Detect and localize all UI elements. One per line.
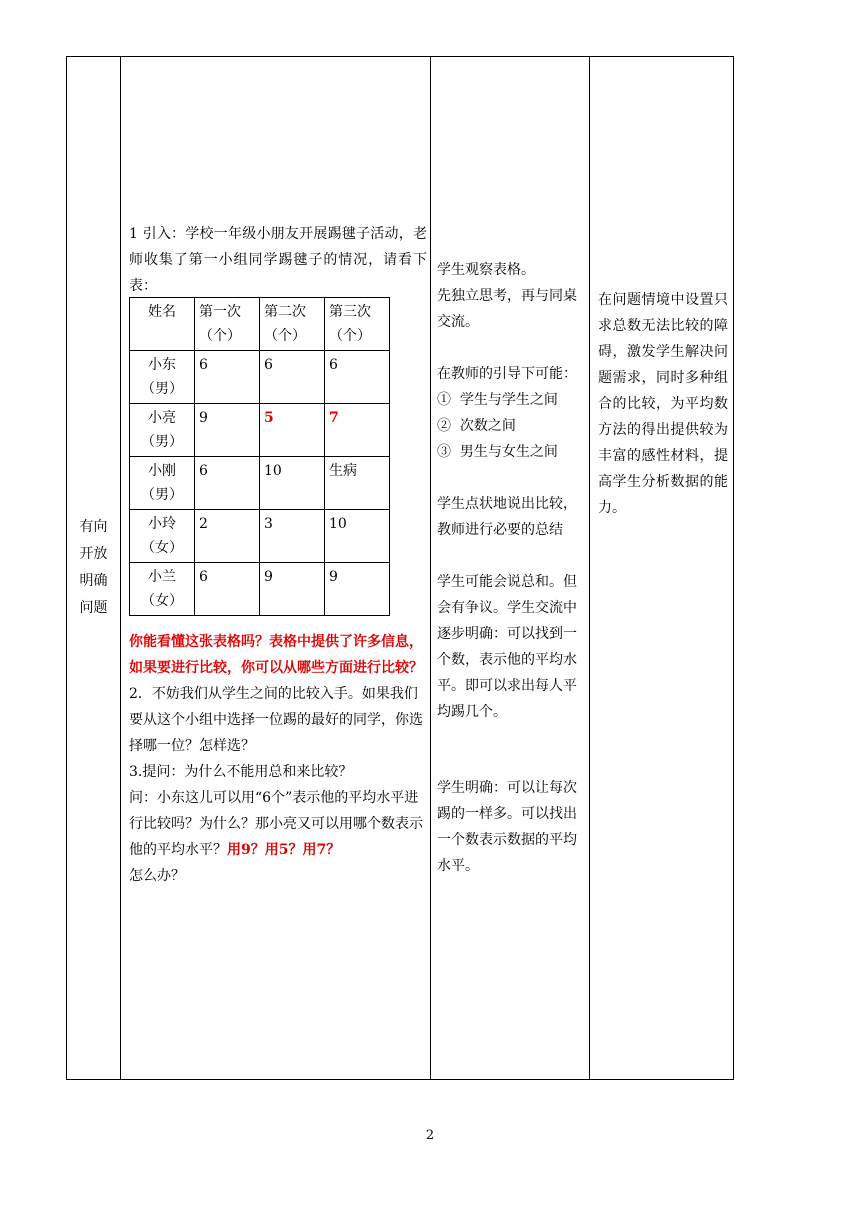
table-header: 姓名 [130, 298, 195, 351]
option-mark: ② [437, 418, 451, 434]
table-header: 第一次（个） [195, 298, 260, 351]
table-cell: 生病 [325, 457, 390, 510]
teacher-activity-column [121, 57, 431, 1079]
shuttlecock-table [129, 297, 390, 616]
page-number: 2 [425, 1128, 435, 1143]
table-cell: 9 [325, 563, 390, 616]
lesson-table [66, 56, 734, 1080]
clear-text: 学生明确：可以让每次踢的一样多。可以找出一个数表示数据的平均水平。 [437, 780, 577, 874]
design-intent-column [590, 57, 735, 1079]
student-block-4 [437, 569, 587, 725]
sum-text: 学生可能会说总和。但会有争议。学生交流中逐步明确：可以找到一个数，表示他的平均水平。即可以求出每人平均踢几个。 [437, 574, 577, 720]
student-name: 小兰（女） [130, 563, 195, 616]
table-row [130, 510, 390, 563]
guide-text: 在教师的引导下可能： [437, 366, 577, 382]
table-cell: 6 [195, 457, 260, 510]
key-question: 你能看懂这张表格吗？表格中提供了许多信息，如果要进行比较，你可以从哪些方面进行比较？ [129, 634, 423, 676]
design-text: 在问题情境中设置只求总数无法比较的障碍，激发学生解决问题需求，同时多种组合的比较，为平均数方法的得出提供较为丰富的感性材料，提高学生分析数据的能力。 [598, 292, 728, 516]
table-cell: 9 [260, 563, 325, 616]
student-name: 小玲（女） [130, 510, 195, 563]
table-cell: 6 [195, 351, 260, 404]
student-block-1 [437, 257, 587, 335]
table-header-row [130, 298, 390, 351]
option-mark: ① [437, 392, 451, 408]
student-block-3 [437, 491, 587, 543]
table-header: 第二次（个） [260, 298, 325, 351]
step-3-options: 用9？用5？用7？ [227, 842, 341, 858]
stage-label: 有向开放明确问题 [79, 519, 108, 616]
design-block [598, 287, 728, 521]
student-name: 小亮（男） [130, 404, 195, 457]
intro-text: 1 引入：学校一年级小朋友开展踢毽子活动，老师收集了第一小组同学踢毽子的情况，请看下表： [129, 226, 427, 294]
student-name: 小东（男） [130, 351, 195, 404]
table-row [130, 563, 390, 616]
option-mark: ③ [437, 444, 451, 460]
option-text: 学生与学生之间 [459, 392, 558, 408]
option-text: 次数之间 [459, 418, 516, 434]
step-3: 3.提问：为什么不能用总和来比较？ [129, 764, 353, 780]
table-cell: 9 [195, 404, 260, 457]
table-cell: 6 [260, 351, 325, 404]
table-header: 第三次（个） [325, 298, 390, 351]
table-row [130, 457, 390, 510]
student-block-5 [437, 775, 587, 879]
option-item [437, 413, 587, 439]
student-block-2 [437, 361, 587, 465]
think-text: 先独立思考，再与同桌交流。 [437, 288, 577, 330]
table-cell: 5 [260, 404, 325, 457]
table-row [130, 351, 390, 404]
table-cell: 2 [195, 510, 260, 563]
student-name: 小刚（男） [130, 457, 195, 510]
table-cell: 7 [325, 404, 390, 457]
table-cell: 6 [195, 563, 260, 616]
option-text: 男生与女生之间 [459, 444, 558, 460]
activity-steps [129, 629, 427, 889]
student-activity-column [431, 57, 590, 1079]
step-2: 2．不妨我们从学生之间的比较入手。如果我们要从这个小组中选择一位踢的最好的同学，你选择哪一位？怎样选？ [129, 686, 423, 754]
table-cell: 10 [260, 457, 325, 510]
table-cell: 6 [325, 351, 390, 404]
option-item [437, 387, 587, 413]
step-3-ask: 问：小东这儿可以用“6个”表示他的平均水平进行比较吗？为什么？那小亮又可以用哪个数表示他的平均水平？ [129, 790, 423, 858]
option-item [437, 439, 587, 465]
table-row [130, 404, 390, 457]
compare-text: 学生点状地说出比较，教师进行必要的总结 [437, 496, 577, 538]
step-3-end: 怎么办？ [129, 868, 185, 884]
table-cell: 10 [325, 510, 390, 563]
observe-text: 学生观察表格。 [437, 262, 535, 278]
stage-column [67, 57, 120, 1079]
step-3-question [129, 785, 427, 889]
table-cell: 3 [260, 510, 325, 563]
